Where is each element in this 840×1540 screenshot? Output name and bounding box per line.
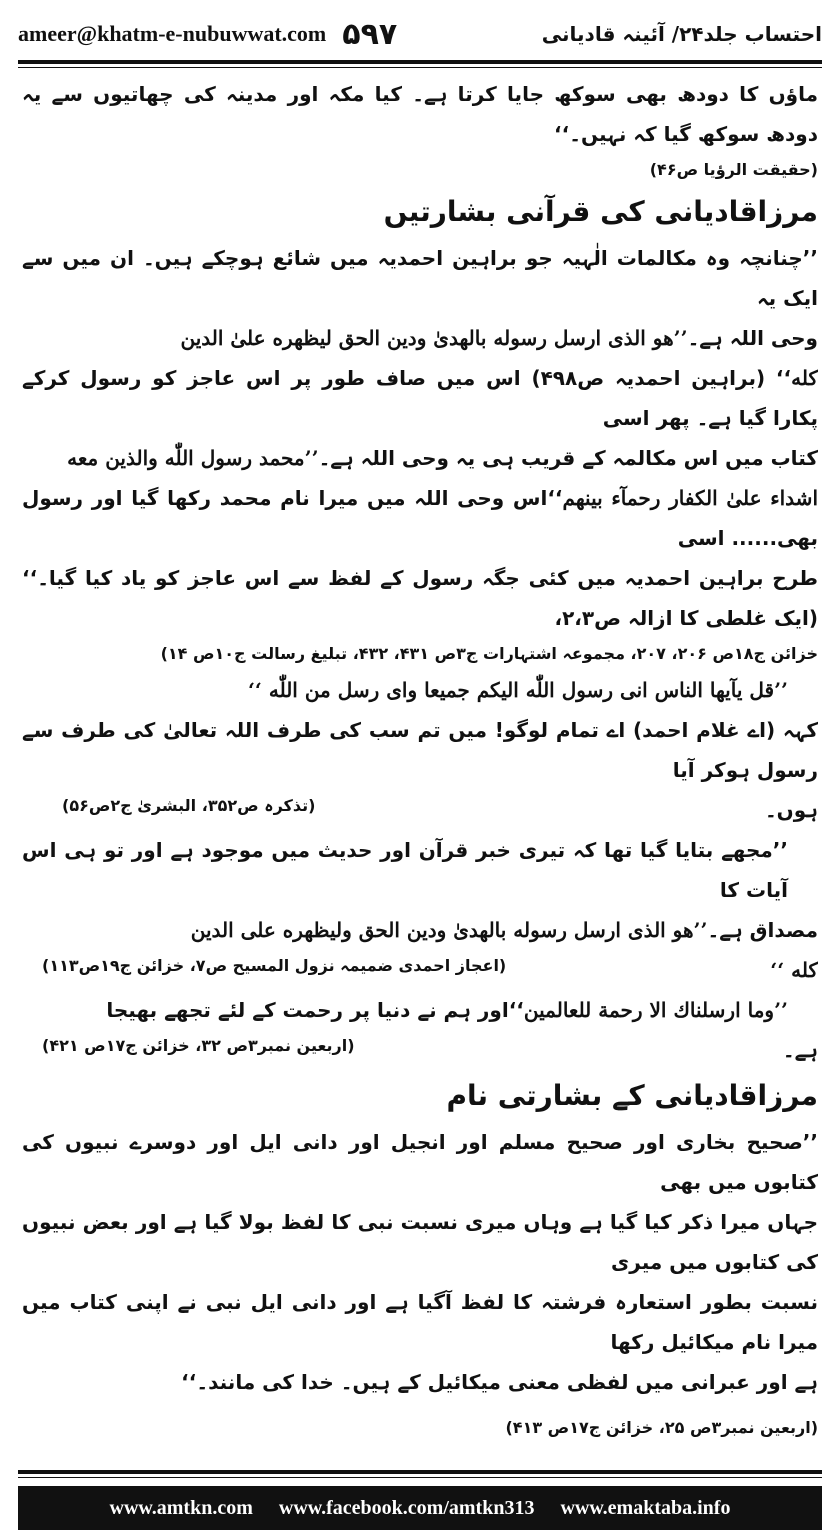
p4-c: کله ‘‘ — [770, 958, 818, 982]
page-number: ۵۹۷ — [342, 16, 398, 52]
paragraph-2-line-d — [22, 438, 818, 478]
page-footer — [18, 1486, 822, 1530]
paragraph-4-line-b — [22, 910, 818, 950]
running-title: احتساب جلد۲۴/ آئینہ قادیانی — [541, 22, 822, 46]
p2-c-urdu: ‘‘ (براہین احمدیہ ص۴۹۸) اس میں صاف طور پر اس عاجز کو رسول کرکے پکارا گیا ہے۔ پھر اسی — [22, 366, 818, 430]
footer-link-emaktaba[interactable]: www.emaktaba.info — [560, 1496, 731, 1519]
p2-b-urdu: وحی اللہ ہے۔ — [687, 326, 818, 350]
p2-d-urdu: کتاب میں اس مکالمہ کے قریب ہی یہ وحی اللہ ہے۔ — [318, 446, 818, 470]
heading-quranic-glad-tidings: مرزاقادیانی کی قرآنی بشارتیں — [383, 195, 818, 228]
reference-1: (حقیقت الرؤیا ص۴۶) — [649, 160, 818, 179]
paragraph-4-end-row — [22, 950, 818, 990]
paragraph-2-line-e — [22, 478, 818, 558]
p2-e-arabic: اشداء علیٰ الکفار رحمآء بینھم — [562, 486, 818, 510]
p2-c-arabic: کله — [791, 366, 818, 390]
page-header — [18, 10, 822, 58]
p2-e-urdu: ‘‘اس وحی اللہ میں میرا نام محمد رکھا گیا اور رسول بھی...... اسی — [22, 486, 818, 550]
header-email: ameer@khatm-e-nubuwwat.com — [18, 21, 327, 46]
p2-d-arabic: ’’محمد رسول اللّٰه والذین معه — [67, 446, 319, 470]
footer-rule-thin — [18, 1477, 822, 1478]
paragraph-6-line-b: جہاں میرا ذکر کیا گیا ہے وہاں میری نسبت نبی کا لفظ بولا گیا ہے اور بعض نبیوں کی کتابوں میں میری — [22, 1210, 818, 1274]
reference-5: (اربعین نمبر۳ص ۳۲، خزائن ج۱۷ص ۴۲۱) — [42, 1036, 355, 1055]
header-rule-thick — [18, 60, 822, 64]
p5-urdu: ‘‘اور ہم نے دنیا پر رحمت کے لئے تجھے بھیجا — [106, 998, 524, 1022]
paragraph-2-line-b — [22, 318, 818, 358]
paragraph-2-line-c — [22, 358, 818, 438]
p2-b-arabic: ’’ھو الذی ارسل رسوله بالھدیٰ ودین الحق لیظھره علیٰ الدین — [180, 326, 688, 350]
header-left — [18, 17, 397, 52]
footer-rule-thick — [18, 1470, 822, 1474]
paragraph-5-end-row — [22, 1030, 818, 1070]
paragraph-3-arabic: ’’قل یآیھا الناس انی رسول اللّٰه الیکم جمیعا وای رسل من اللّٰه ‘‘ — [247, 678, 788, 702]
heading-glad-tiding-names: مرزاقادیانی کے بشارتی نام — [446, 1079, 818, 1112]
paragraph-6-line-c: نسبت بطور استعارہ فرشتہ کا لفظ آگیا ہے اور دانی ایل نبی نے اپنی کتاب میں میرا نام میکائیل رکھا — [22, 1290, 818, 1354]
p3-end: ہوں۔ — [764, 798, 818, 822]
p5-arabic: ’’وما ارسلناك الا رحمة للعالمین — [523, 998, 788, 1022]
paragraph-2-line-a: ’’چنانچہ وہ مکالمات الٰہیہ جو براہین احمدیہ میں شائع ہوچکے ہیں۔ ان میں سے ایک یہ — [22, 246, 818, 310]
reference-3: (تذکرہ ص۳۵۲، البشریٰ ج۲ص۵۶) — [62, 796, 316, 815]
p4-b-urdu: مصداق ہے۔ — [707, 918, 818, 942]
paragraph-6-line-d: ہے اور عبرانی میں لفظی معنی میکائیل کے ہیں۔ خدا کی مانند۔‘‘ — [181, 1370, 818, 1394]
reference-6: (اربعین نمبر۳ص ۲۵، خزائن ج۱۷ص ۴۱۳) — [505, 1418, 818, 1437]
p5-end: ہے۔ — [782, 1038, 818, 1062]
paragraph-4-line-a: ’’مجھے بتایا گیا تھا کہ تیری خبر قرآن اور حدیث میں موجود ہے اور تو ہی اس آیات کا — [22, 838, 788, 902]
footer-link-amtkn[interactable]: www.amtkn.com — [109, 1496, 253, 1519]
footer-link-facebook[interactable]: www.facebook.com/amtkn313 — [278, 1496, 535, 1519]
paragraph-2-line-f: طرح براہین احمدیہ میں کئی جگہ رسول کے لفظ سے اس عاجز کو یاد کیا گیا۔‘‘ (ایک غلطی کا ازالہ ص۲،۳، — [22, 566, 818, 630]
paragraph-1: ماؤں کا دودھ بھی سوکھ جایا کرتا ہے۔ کیا مکہ اور مدینہ کی چھاتیوں سے یہ دودھ سوکھ گیا کہ نہیں۔‘‘ — [22, 82, 818, 146]
paragraph-3-end-row — [22, 790, 818, 830]
paragraph-3-urdu: کہہ (اے غلام احمد) اے تمام لوگو! میں تم سب کی طرف اللہ تعالیٰ کی طرف سے رسول ہوکر آیا — [22, 718, 818, 782]
reference-4: (اعجاز احمدی ضمیمہ نزول المسیح ص۷، خزائن ج۱۹ص۱۱۳) — [42, 956, 507, 975]
paragraph-5 — [22, 990, 818, 1030]
page-body — [22, 74, 818, 1452]
reference-2: خزائن ج۱۸ص ۲۰۶، ۲۰۷، مجموعہ اشتہارات ج۳ص ۴۳۱، ۴۳۲، تبلیغ رسالت ج۱۰ص ۱۴) — [160, 644, 818, 663]
p4-b-arabic: ’’ھو الذی ارسل رسوله بالھدیٰ ودین الحق ولیظھره علی الدین — [190, 918, 708, 942]
paragraph-6-line-a: ’’صحیح بخاری اور صحیح مسلم اور انجیل اور دانی ایل اور دوسرے نبیوں کی کتابوں میں بھی — [22, 1130, 818, 1194]
header-rule-thin — [18, 67, 822, 68]
